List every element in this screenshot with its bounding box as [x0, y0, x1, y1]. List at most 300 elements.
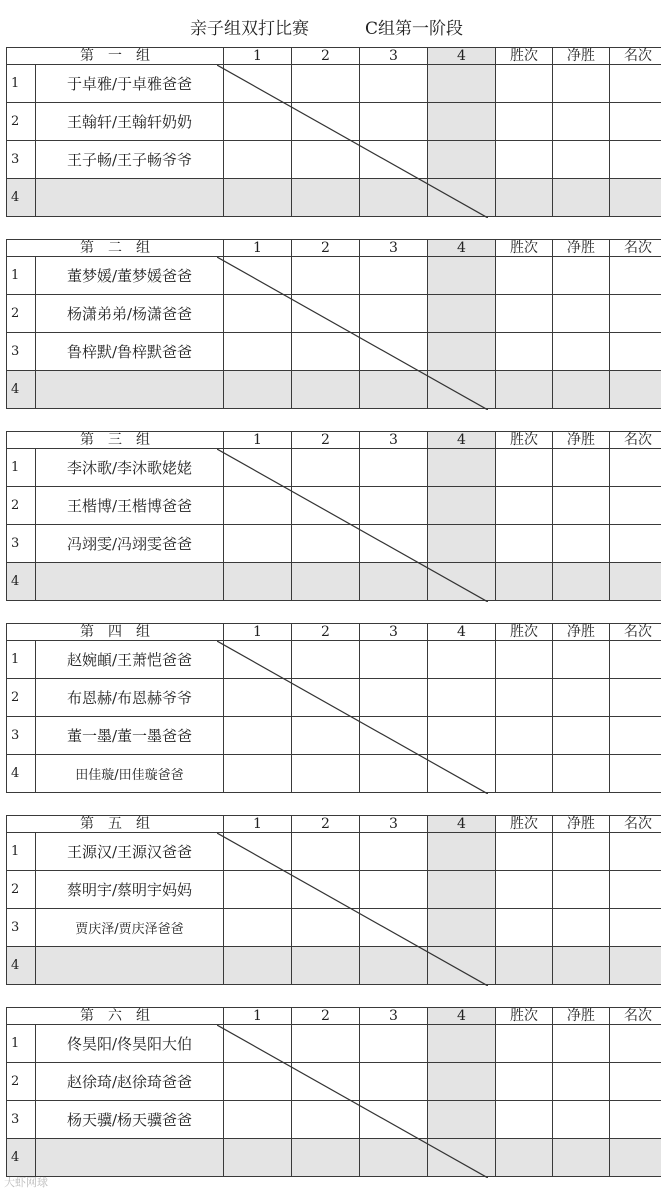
table-row: [7, 65, 661, 103]
col-header-1: 1: [224, 1008, 292, 1025]
score-cell[interactable]: [360, 679, 428, 717]
pair-name: 赵徐琦/赵徐琦爸爸: [36, 1063, 224, 1101]
score-cell[interactable]: [360, 103, 428, 141]
rank-header: 名次: [610, 432, 661, 449]
pair-name: 贾庆泽/贾庆泽爸爸: [36, 909, 224, 947]
score-cell[interactable]: [360, 141, 428, 179]
score-cell[interactable]: [224, 679, 292, 717]
rank-cell[interactable]: [610, 641, 661, 679]
rank-header: 名次: [610, 48, 661, 65]
rank-cell[interactable]: [610, 717, 661, 755]
wins-cell[interactable]: [496, 333, 553, 371]
pair-name: [36, 947, 224, 985]
score-cell[interactable]: [360, 755, 428, 793]
score-cell[interactable]: [292, 717, 360, 755]
seed-number: 1: [7, 257, 36, 295]
rank-cell[interactable]: [610, 563, 661, 601]
group-table: [6, 239, 661, 409]
score-cell[interactable]: [360, 909, 428, 947]
seed-number: 1: [7, 833, 36, 871]
table-row: [7, 1139, 661, 1177]
wins-cell[interactable]: [496, 371, 553, 409]
score-cell[interactable]: [428, 1063, 496, 1101]
seed-number: 2: [7, 295, 36, 333]
group-label: 第 三 组: [7, 432, 224, 449]
table-row: [7, 1025, 661, 1063]
score-cell[interactable]: [292, 333, 360, 371]
net-wins-cell[interactable]: [553, 1025, 610, 1063]
net-wins-cell[interactable]: [553, 871, 610, 909]
group-table: [6, 47, 661, 217]
rank-cell[interactable]: [610, 871, 661, 909]
score-cell[interactable]: [360, 947, 428, 985]
pair-name: 佟昊阳/佟昊阳大伯: [36, 1025, 224, 1063]
wins-cell[interactable]: [496, 717, 553, 755]
table-row: [7, 371, 661, 409]
net-wins-cell[interactable]: [553, 449, 610, 487]
wins-header: 胜次: [496, 432, 553, 449]
score-cell[interactable]: [224, 141, 292, 179]
score-cell[interactable]: [360, 65, 428, 103]
pair-name: 王源汉/王源汉爸爸: [36, 833, 224, 871]
table-row: [7, 333, 661, 371]
score-cell[interactable]: [224, 909, 292, 947]
rank-cell[interactable]: [610, 909, 661, 947]
wins-cell[interactable]: [496, 65, 553, 103]
score-cell[interactable]: [360, 257, 428, 295]
wins-cell[interactable]: [496, 909, 553, 947]
net-wins-cell[interactable]: [553, 333, 610, 371]
rank-header: 名次: [610, 816, 661, 833]
score-cell[interactable]: [292, 295, 360, 333]
wins-cell[interactable]: [496, 833, 553, 871]
table-row: [7, 641, 661, 679]
score-cell[interactable]: [360, 1139, 428, 1177]
col-header-4: 4: [428, 1008, 496, 1025]
score-cell[interactable]: [360, 487, 428, 525]
score-cell[interactable]: [428, 333, 496, 371]
score-cell[interactable]: [224, 833, 292, 871]
pair-name: 董梦媛/董梦媛爸爸: [36, 257, 224, 295]
seed-number: 2: [7, 1063, 36, 1101]
col-header-3: 3: [360, 1008, 428, 1025]
score-cell[interactable]: [428, 295, 496, 333]
pair-name: 杨潇弟弟/杨潇爸爸: [36, 295, 224, 333]
rank-cell[interactable]: [610, 1025, 661, 1063]
pair-name: 王子畅/王子畅爷爷: [36, 141, 224, 179]
net-wins-cell[interactable]: [553, 295, 610, 333]
seed-number: 3: [7, 333, 36, 371]
wins-cell[interactable]: [496, 141, 553, 179]
rank-cell[interactable]: [610, 371, 661, 409]
table-row: [7, 947, 661, 985]
score-cell[interactable]: [360, 1025, 428, 1063]
col-header-4: 4: [428, 48, 496, 65]
rank-cell[interactable]: [610, 487, 661, 525]
score-cell[interactable]: [292, 141, 360, 179]
rank-cell[interactable]: [610, 947, 661, 985]
pair-name: 蔡明宇/蔡明宇妈妈: [36, 871, 224, 909]
col-header-2: 2: [292, 816, 360, 833]
net-wins-cell[interactable]: [553, 833, 610, 871]
seed-number: 4: [7, 755, 36, 793]
seed-number: 4: [7, 179, 36, 217]
table-row: [7, 1101, 661, 1139]
rank-cell[interactable]: [610, 179, 661, 217]
score-cell[interactable]: [224, 371, 292, 409]
score-cell[interactable]: [292, 1063, 360, 1101]
score-cell[interactable]: [292, 449, 360, 487]
seed-number: 4: [7, 947, 36, 985]
table-row: [7, 833, 661, 871]
wins-cell[interactable]: [496, 103, 553, 141]
pair-name: [36, 179, 224, 217]
score-cell[interactable]: [428, 947, 496, 985]
score-cell[interactable]: [360, 333, 428, 371]
group-header-row: [7, 48, 661, 65]
watermark: 大虾网球: [4, 1176, 48, 1189]
table-row: [7, 717, 661, 755]
col-header-2: 2: [292, 48, 360, 65]
wins-cell[interactable]: [496, 1025, 553, 1063]
score-cell[interactable]: [224, 871, 292, 909]
rank-cell[interactable]: [610, 333, 661, 371]
score-cell[interactable]: [292, 65, 360, 103]
group-label: 第 四 组: [7, 624, 224, 641]
table-row: [7, 871, 661, 909]
score-cell[interactable]: [428, 563, 496, 601]
score-cell[interactable]: [428, 871, 496, 909]
score-cell[interactable]: [292, 563, 360, 601]
wins-cell[interactable]: [496, 947, 553, 985]
net-wins-header: 净胜: [553, 1008, 610, 1025]
pair-name: [36, 1139, 224, 1177]
seed-number: 3: [7, 717, 36, 755]
score-cell[interactable]: [428, 833, 496, 871]
net-wins-cell[interactable]: [553, 717, 610, 755]
seed-number: 2: [7, 871, 36, 909]
pair-name: 李沐歌/李沐歌姥姥: [36, 449, 224, 487]
score-cell[interactable]: [292, 871, 360, 909]
rank-cell[interactable]: [610, 833, 661, 871]
group-table: [6, 431, 661, 601]
group-header-row: [7, 624, 661, 641]
wins-cell[interactable]: [496, 179, 553, 217]
score-cell[interactable]: [292, 947, 360, 985]
table-row: [7, 1063, 661, 1101]
col-header-2: 2: [292, 432, 360, 449]
net-wins-cell[interactable]: [553, 65, 610, 103]
score-cell[interactable]: [360, 179, 428, 217]
wins-header: 胜次: [496, 624, 553, 641]
rank-header: 名次: [610, 624, 661, 641]
group-label: 第 一 组: [7, 48, 224, 65]
score-cell[interactable]: [224, 1025, 292, 1063]
score-cell[interactable]: [224, 65, 292, 103]
col-header-1: 1: [224, 624, 292, 641]
wins-cell[interactable]: [496, 1139, 553, 1177]
rank-cell[interactable]: [610, 257, 661, 295]
pair-name: 鲁梓默/鲁梓默爸爸: [36, 333, 224, 371]
group-label: 第 五 组: [7, 816, 224, 833]
col-header-1: 1: [224, 432, 292, 449]
table-row: [7, 563, 661, 601]
pair-name: 布恩赫/布恩赫爷爷: [36, 679, 224, 717]
col-header-1: 1: [224, 48, 292, 65]
rank-cell[interactable]: [610, 65, 661, 103]
score-cell[interactable]: [428, 755, 496, 793]
score-cell[interactable]: [292, 909, 360, 947]
table-row: [7, 679, 661, 717]
seed-number: 4: [7, 1139, 36, 1177]
score-cell[interactable]: [428, 179, 496, 217]
score-cell[interactable]: [224, 1139, 292, 1177]
table-row: [7, 487, 661, 525]
wins-cell[interactable]: [496, 449, 553, 487]
event-title: 亲子组双打比赛: [190, 19, 309, 39]
score-cell[interactable]: [360, 641, 428, 679]
score-cell[interactable]: [360, 525, 428, 563]
score-cell[interactable]: [292, 1101, 360, 1139]
score-cell[interactable]: [224, 641, 292, 679]
table-row: [7, 295, 661, 333]
score-cell[interactable]: [292, 1025, 360, 1063]
pair-name: 赵婉頔/王萧恺爸爸: [36, 641, 224, 679]
pair-name: 董一墨/董一墨爸爸: [36, 717, 224, 755]
seed-number: 3: [7, 141, 36, 179]
rank-cell[interactable]: [610, 1101, 661, 1139]
group-header-row: [7, 432, 661, 449]
col-header-1: 1: [224, 240, 292, 257]
net-wins-header: 净胜: [553, 240, 610, 257]
group-header-row: [7, 1008, 661, 1025]
wins-header: 胜次: [496, 240, 553, 257]
table-row: [7, 103, 661, 141]
score-cell[interactable]: [224, 717, 292, 755]
score-cell[interactable]: [428, 65, 496, 103]
score-cell[interactable]: [292, 833, 360, 871]
score-cell[interactable]: [360, 295, 428, 333]
seed-number: 2: [7, 103, 36, 141]
net-wins-cell[interactable]: [553, 1139, 610, 1177]
col-header-2: 2: [292, 624, 360, 641]
score-cell[interactable]: [224, 179, 292, 217]
pair-name: 王楷博/王楷博爸爸: [36, 487, 224, 525]
seed-number: 3: [7, 909, 36, 947]
group-label: 第 六 组: [7, 1008, 224, 1025]
wins-cell[interactable]: [496, 871, 553, 909]
net-wins-cell[interactable]: [553, 525, 610, 563]
score-cell[interactable]: [292, 179, 360, 217]
col-header-1: 1: [224, 816, 292, 833]
group-table: [6, 623, 661, 793]
score-cell[interactable]: [224, 947, 292, 985]
score-cell[interactable]: [360, 717, 428, 755]
score-cell[interactable]: [292, 103, 360, 141]
pair-name: 冯翊雯/冯翊雯爸爸: [36, 525, 224, 563]
seed-number: 2: [7, 679, 36, 717]
rank-cell[interactable]: [610, 525, 661, 563]
group-header-row: [7, 816, 661, 833]
score-cell[interactable]: [428, 525, 496, 563]
score-cell[interactable]: [292, 755, 360, 793]
score-cell[interactable]: [428, 909, 496, 947]
pair-name: 杨天骥/杨天骥爸爸: [36, 1101, 224, 1139]
score-cell[interactable]: [224, 487, 292, 525]
pair-name: 田佳璇/田佳璇爸爸: [36, 755, 224, 793]
col-header-3: 3: [360, 816, 428, 833]
seed-number: 3: [7, 1101, 36, 1139]
col-header-4: 4: [428, 624, 496, 641]
pair-name: [36, 371, 224, 409]
seed-number: 3: [7, 525, 36, 563]
group-table: [6, 815, 661, 985]
score-cell[interactable]: [428, 487, 496, 525]
wins-cell[interactable]: [496, 755, 553, 793]
col-header-3: 3: [360, 240, 428, 257]
table-row: [7, 141, 661, 179]
score-cell[interactable]: [224, 333, 292, 371]
col-header-4: 4: [428, 240, 496, 257]
net-wins-cell[interactable]: [553, 679, 610, 717]
net-wins-cell[interactable]: [553, 103, 610, 141]
table-row: [7, 179, 661, 217]
pair-name: [36, 563, 224, 601]
rank-cell[interactable]: [610, 679, 661, 717]
score-cell[interactable]: [224, 103, 292, 141]
wins-cell[interactable]: [496, 679, 553, 717]
col-header-2: 2: [292, 240, 360, 257]
score-cell[interactable]: [428, 1101, 496, 1139]
score-cell[interactable]: [292, 487, 360, 525]
table-row: [7, 525, 661, 563]
wins-cell[interactable]: [496, 295, 553, 333]
seed-number: 2: [7, 487, 36, 525]
net-wins-header: 净胜: [553, 624, 610, 641]
net-wins-cell[interactable]: [553, 909, 610, 947]
net-wins-header: 净胜: [553, 432, 610, 449]
score-cell[interactable]: [224, 1101, 292, 1139]
wins-cell[interactable]: [496, 1101, 553, 1139]
col-header-4: 4: [428, 816, 496, 833]
rank-cell[interactable]: [610, 295, 661, 333]
rank-header: 名次: [610, 240, 661, 257]
score-cell[interactable]: [360, 563, 428, 601]
net-wins-cell[interactable]: [553, 487, 610, 525]
wins-header: 胜次: [496, 48, 553, 65]
pair-name: 于卓雅/于卓雅爸爸: [36, 65, 224, 103]
net-wins-cell[interactable]: [553, 179, 610, 217]
score-cell[interactable]: [428, 1025, 496, 1063]
score-cell[interactable]: [292, 679, 360, 717]
col-header-3: 3: [360, 432, 428, 449]
wins-header: 胜次: [496, 816, 553, 833]
rank-cell[interactable]: [610, 141, 661, 179]
seed-number: 1: [7, 449, 36, 487]
score-cell[interactable]: [292, 257, 360, 295]
score-cell[interactable]: [224, 563, 292, 601]
net-wins-header: 净胜: [553, 48, 610, 65]
score-cell[interactable]: [360, 833, 428, 871]
score-cell[interactable]: [224, 257, 292, 295]
score-cell[interactable]: [224, 1063, 292, 1101]
seed-number: 1: [7, 641, 36, 679]
pair-name: 王翰轩/王翰轩奶奶: [36, 103, 224, 141]
score-cell[interactable]: [360, 871, 428, 909]
col-header-4: 4: [428, 432, 496, 449]
score-cell[interactable]: [428, 449, 496, 487]
wins-cell[interactable]: [496, 487, 553, 525]
net-wins-cell[interactable]: [553, 257, 610, 295]
net-wins-cell[interactable]: [553, 563, 610, 601]
group-label: 第 二 组: [7, 240, 224, 257]
seed-number: 4: [7, 563, 36, 601]
net-wins-cell[interactable]: [553, 641, 610, 679]
wins-cell[interactable]: [496, 1063, 553, 1101]
stage-title: C组第一阶段: [365, 19, 464, 39]
score-cell[interactable]: [292, 1139, 360, 1177]
table-row: [7, 755, 661, 793]
rank-cell[interactable]: [610, 755, 661, 793]
score-cell[interactable]: [224, 755, 292, 793]
wins-cell[interactable]: [496, 563, 553, 601]
score-cell[interactable]: [292, 371, 360, 409]
rank-cell[interactable]: [610, 103, 661, 141]
score-cell[interactable]: [428, 371, 496, 409]
score-cell[interactable]: [224, 525, 292, 563]
rank-cell[interactable]: [610, 1063, 661, 1101]
score-cell[interactable]: [428, 141, 496, 179]
score-cell[interactable]: [360, 449, 428, 487]
page-title: [0, 8, 661, 40]
score-cell[interactable]: [292, 641, 360, 679]
wins-header: 胜次: [496, 1008, 553, 1025]
net-wins-cell[interactable]: [553, 141, 610, 179]
score-cell[interactable]: [224, 449, 292, 487]
seed-number: 1: [7, 1025, 36, 1063]
net-wins-cell[interactable]: [553, 1101, 610, 1139]
score-cell[interactable]: [224, 295, 292, 333]
table-row: [7, 909, 661, 947]
score-cell[interactable]: [292, 525, 360, 563]
score-cell[interactable]: [428, 103, 496, 141]
rank-cell[interactable]: [610, 1139, 661, 1177]
score-cell[interactable]: [428, 1139, 496, 1177]
net-wins-cell[interactable]: [553, 755, 610, 793]
net-wins-cell[interactable]: [553, 371, 610, 409]
score-cell[interactable]: [360, 1101, 428, 1139]
score-cell[interactable]: [360, 371, 428, 409]
score-cell[interactable]: [428, 717, 496, 755]
table-row: [7, 449, 661, 487]
group-header-row: [7, 240, 661, 257]
wins-cell[interactable]: [496, 641, 553, 679]
score-cell[interactable]: [428, 679, 496, 717]
score-cell[interactable]: [360, 1063, 428, 1101]
net-wins-header: 净胜: [553, 816, 610, 833]
score-cell[interactable]: [428, 257, 496, 295]
net-wins-cell[interactable]: [553, 947, 610, 985]
wins-cell[interactable]: [496, 257, 553, 295]
col-header-2: 2: [292, 1008, 360, 1025]
seed-number: 4: [7, 371, 36, 409]
net-wins-cell[interactable]: [553, 1063, 610, 1101]
wins-cell[interactable]: [496, 525, 553, 563]
rank-cell[interactable]: [610, 449, 661, 487]
score-cell[interactable]: [428, 641, 496, 679]
col-header-3: 3: [360, 48, 428, 65]
col-header-3: 3: [360, 624, 428, 641]
